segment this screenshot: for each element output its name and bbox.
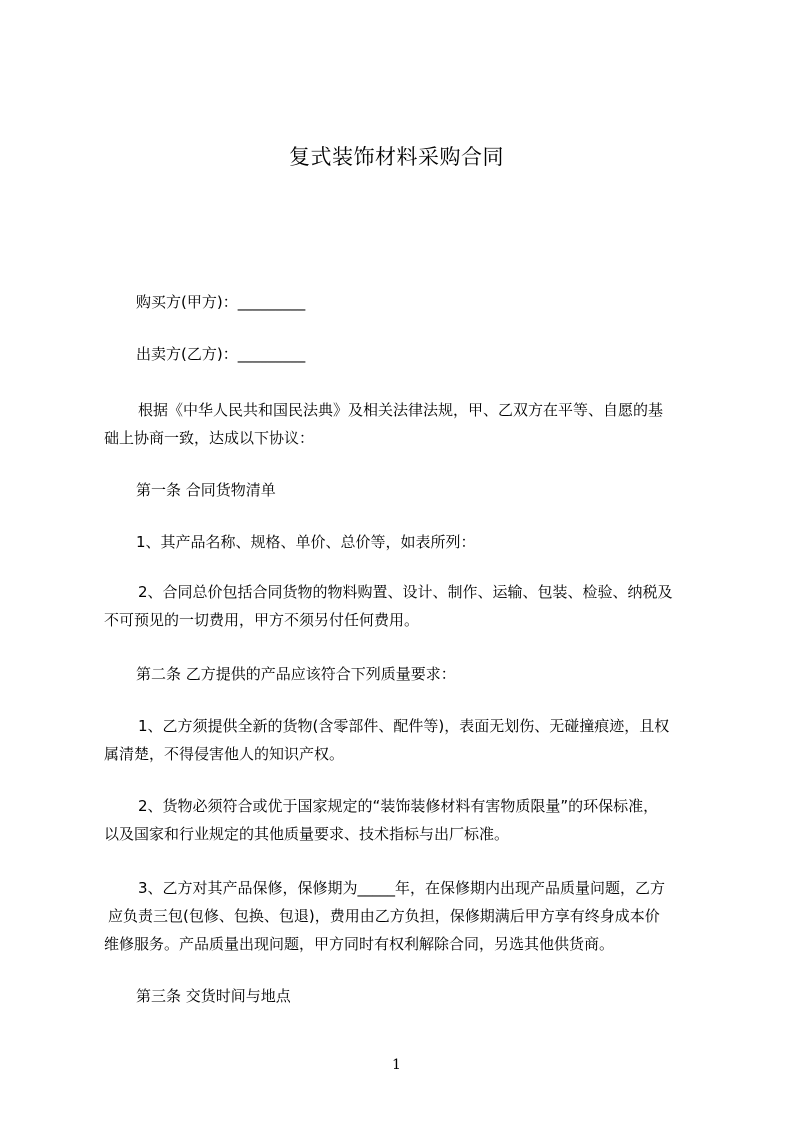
article2-item3 bbox=[104, 874, 710, 958]
preamble-paragraph bbox=[104, 396, 710, 452]
page-number: 1 bbox=[392, 1057, 401, 1073]
seller-line bbox=[104, 340, 742, 368]
article1-item2-line-2: 不可预见的一切费用，甲方不须另付任何费用。 bbox=[104, 611, 420, 629]
article1-heading bbox=[104, 476, 742, 504]
article2-item3-line-2: 应负责三包(包修、包换、包退)，费用由乙方负担，保修期满后甲方享有终身成本价 bbox=[108, 907, 660, 925]
article1-item2 bbox=[104, 578, 710, 634]
preamble-line-2: 础上协商一致，达成以下协议： bbox=[104, 429, 315, 447]
article3-heading-text: 第三条 交货时间与地点 bbox=[136, 987, 291, 1005]
article2-heading-text: 第二条 乙方提供的产品应该符合下列质量要求： bbox=[136, 665, 456, 683]
seller-text: 出卖方(乙方)：_________ bbox=[136, 345, 306, 363]
article2-heading bbox=[104, 660, 742, 688]
article2-item1-line-2: 属清楚，不得侵害他人的知识产权。 bbox=[104, 745, 345, 763]
article2-item1 bbox=[104, 712, 710, 768]
article2-item3-line-1: 3、乙方对其产品保修，保修期为_____年，在保修期内出现产品质量问题，乙方 bbox=[138, 879, 666, 897]
article1-heading-text: 第一条 合同货物清单 bbox=[136, 481, 276, 499]
article2-item2-line-2: 以及国家和行业规定的其他质量要求、技术指标与出厂标准。 bbox=[104, 825, 510, 843]
article2-item1-line-1: 1、乙方须提供全新的货物(含零部件、配件等)，表面无划伤、无碰撞痕迹，且权 bbox=[138, 717, 670, 735]
article1-item1 bbox=[104, 528, 742, 556]
article2-item3-line-3: 维修服务。产品质量出现问题，甲方同时有权利解除合同，另选其他供货商。 bbox=[104, 935, 615, 953]
article2-item2 bbox=[104, 792, 710, 848]
article1-item2-line-1: 2、合同总价包括合同货物的物料购置、设计、制作、运输、包装、检验、纳税及 bbox=[138, 583, 673, 601]
article1-item1-text: 1、其产品名称、规格、单价、总价等，如表所列： bbox=[136, 533, 476, 551]
article3-heading bbox=[104, 982, 742, 1010]
buyer-line bbox=[104, 288, 742, 316]
preamble-line-1: 根据《中华人民共和国民法典》及相关法律法规，甲、乙双方在平等、自愿的基 bbox=[138, 401, 664, 419]
buyer-text: 购买方(甲方)：_________ bbox=[136, 293, 306, 311]
article2-item2-line-1: 2、货物必须符合或优于国家规定的“装饰装修材料有害物质限量”的环保标准， bbox=[138, 797, 659, 815]
contract-title: 复式装饰材料采购合同 bbox=[289, 145, 504, 169]
